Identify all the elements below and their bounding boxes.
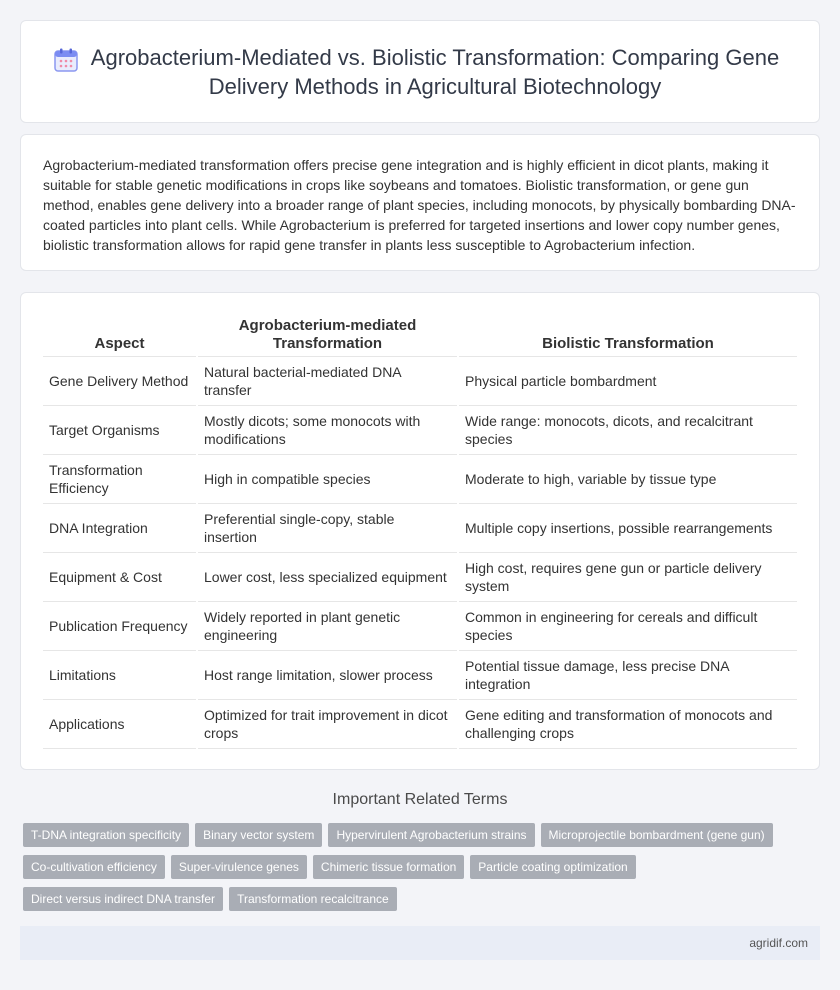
- cell-biolistic: Gene editing and transformation of monocots and challenging crops: [459, 700, 797, 749]
- term-tag[interactable]: Microprojectile bombardment (gene gun): [541, 823, 773, 847]
- term-tag[interactable]: Particle coating optimization: [470, 855, 635, 879]
- cell-biolistic: Wide range: monocots, dicots, and recalcitrant species: [459, 406, 797, 455]
- term-tag[interactable]: T-DNA integration specificity: [23, 823, 189, 847]
- header-card: [20, 20, 820, 123]
- cell-aspect: Target Organisms: [43, 406, 196, 455]
- table-row: [43, 553, 797, 602]
- cell-aspect: DNA Integration: [43, 504, 196, 553]
- table-row: [43, 357, 797, 406]
- table-row: [43, 504, 797, 553]
- table-row: [43, 406, 797, 455]
- header-aspect: Aspect: [43, 311, 196, 357]
- cell-biolistic: Potential tissue damage, less precise DNA integration: [459, 651, 797, 700]
- related-terms-title: Important Related Terms: [332, 791, 508, 808]
- page-title: Agrobacterium-Mediated vs. Biolistic Transformation: Comparing Gene Delivery Methods in Agricultural Biotechnology: [90, 44, 780, 99]
- table-row: [43, 602, 797, 651]
- table-row: [43, 651, 797, 700]
- cell-agrobacterium: Preferential single-copy, stable insertion: [198, 504, 457, 553]
- comparison-table: [41, 311, 799, 749]
- footer: [20, 926, 820, 960]
- footer-site-link[interactable]: agridif.com: [749, 936, 808, 950]
- intro-card: [20, 134, 820, 271]
- header-agrobacterium: Agrobacterium-mediated Transformation: [198, 311, 457, 357]
- cell-biolistic: Physical particle bombardment: [459, 357, 797, 406]
- table-header-row: [43, 311, 797, 357]
- table-row: [43, 700, 797, 749]
- cell-aspect: Equipment & Cost: [43, 553, 196, 602]
- cell-agrobacterium: Host range limitation, slower process: [198, 651, 457, 700]
- comparison-table-card: [20, 292, 820, 770]
- cell-biolistic: Moderate to high, variable by tissue type: [459, 455, 797, 504]
- cell-biolistic: High cost, requires gene gun or particle delivery system: [459, 553, 797, 602]
- cell-agrobacterium: Natural bacterial-mediated DNA transfer: [198, 357, 457, 406]
- term-tag[interactable]: Chimeric tissue formation: [313, 855, 464, 879]
- term-tag[interactable]: Super-virulence genes: [171, 855, 307, 879]
- cell-agrobacterium: Optimized for trait improvement in dicot crops: [198, 700, 457, 749]
- term-tag[interactable]: Direct versus indirect DNA transfer: [23, 887, 223, 911]
- cell-biolistic: Common in engineering for cereals and difficult species: [459, 602, 797, 651]
- intro-paragraph: Agrobacterium-mediated transformation offers precise gene integration and is highly efficient in dicot plants, making it suitable for stable genetic modifications in crops like soybeans and tomatoes. Biolistic transformation, or gene gun method, enables gene delivery into a broader range of plant species, including monocots, by physically bombarding DNA-coated particles into plant cells. While Agrobacterium is preferred for targeted insertions and lower copy number genes, biolistic transformation allows for rapid gene transfer in plants less susceptible to Agrobacterium infection.: [43, 157, 796, 253]
- cell-aspect: Limitations: [43, 651, 196, 700]
- term-tag[interactable]: Hypervirulent Agrobacterium strains: [328, 823, 534, 847]
- cell-agrobacterium: Widely reported in plant genetic engineering: [198, 602, 457, 651]
- cell-agrobacterium: Lower cost, less specialized equipment: [198, 553, 457, 602]
- term-tag[interactable]: Co-cultivation efficiency: [23, 855, 165, 879]
- cell-aspect: Publication Frequency: [43, 602, 196, 651]
- cell-aspect: Applications: [43, 700, 196, 749]
- cell-biolistic: Multiple copy insertions, possible rearrangements: [459, 504, 797, 553]
- term-tag[interactable]: Binary vector system: [195, 823, 322, 847]
- cell-aspect: Gene Delivery Method: [43, 357, 196, 406]
- cell-agrobacterium: High in compatible species: [198, 455, 457, 504]
- table-row: [43, 455, 797, 504]
- related-terms-list: [23, 823, 823, 919]
- cell-agrobacterium: Mostly dicots; some monocots with modifications: [198, 406, 457, 455]
- cell-aspect: Transformation Efficiency: [43, 455, 196, 504]
- header-biolistic: Biolistic Transformation: [459, 311, 797, 357]
- term-tag[interactable]: Transformation recalcitrance: [229, 887, 397, 911]
